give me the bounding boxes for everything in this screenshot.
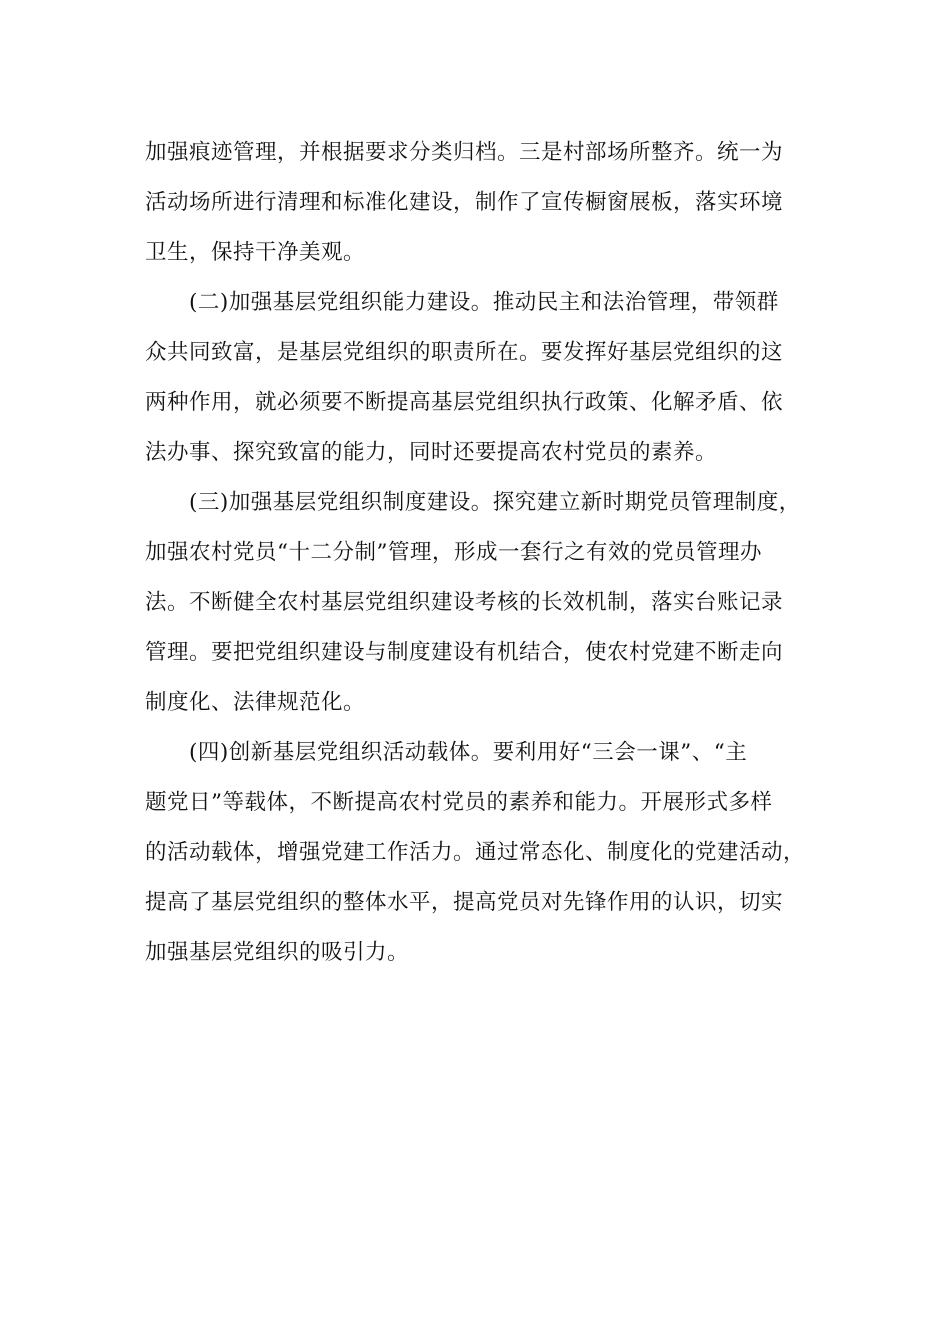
paragraph-2	[145, 278, 810, 478]
paragraph-3	[145, 478, 810, 728]
text-line: 提高了基层党组织的整体水平，提高党员对先锋作用的认识，切实	[145, 890, 784, 915]
text-line: 制度化、法律规范化。	[145, 690, 366, 715]
text-line: 题党日”等载体，不断提高农村党员的素养和能力。开展形式多样	[145, 790, 773, 815]
text-line: 加强农村党员“十二分制”管理，形成一套行之有效的党员管理办	[145, 540, 762, 565]
text-line: 法。不断健全农村基层党组织建设考核的长效机制，落实台账记录	[145, 590, 784, 615]
text-line: 加强痕迹管理，并根据要求分类归档。三是村部场所整齐。统一为	[145, 140, 784, 165]
text-line: 活动场所进行清理和标准化建设，制作了宣传橱窗展板，落实环境	[145, 190, 784, 215]
text-line: 法办事、探究致富的能力，同时还要提高农村党员的素养。	[145, 440, 718, 465]
text-line: 管理。要把党组织建设与制度建设有机结合，使农村党建不断走向	[145, 640, 784, 665]
paragraph-4	[145, 728, 810, 978]
text-line: (四)创新基层党组织活动载体。要利用好“三会一课”、“主	[145, 740, 748, 765]
paragraph-1	[145, 128, 810, 278]
text-line: 众共同致富，是基层党组织的职责所在。要发挥好基层党组织的这	[145, 340, 784, 365]
text-line: 的活动载体，增强党建工作活力。通过常态化、制度化的党建活动，	[145, 840, 806, 865]
text-line: 卫生，保持干净美观。	[145, 240, 366, 265]
text-line: (二)加强基层党组织能力建设。推动民主和法治管理，带领群	[145, 290, 779, 315]
body-text	[145, 128, 810, 978]
text-line: (三)加强基层党组织制度建设。探究建立新时期党员管理制度，	[145, 490, 801, 515]
text-line: 加强基层党组织的吸引力。	[145, 940, 410, 965]
text-line: 两种作用，就必须要不断提高基层党组织执行政策、化解矛盾、依	[145, 390, 784, 415]
